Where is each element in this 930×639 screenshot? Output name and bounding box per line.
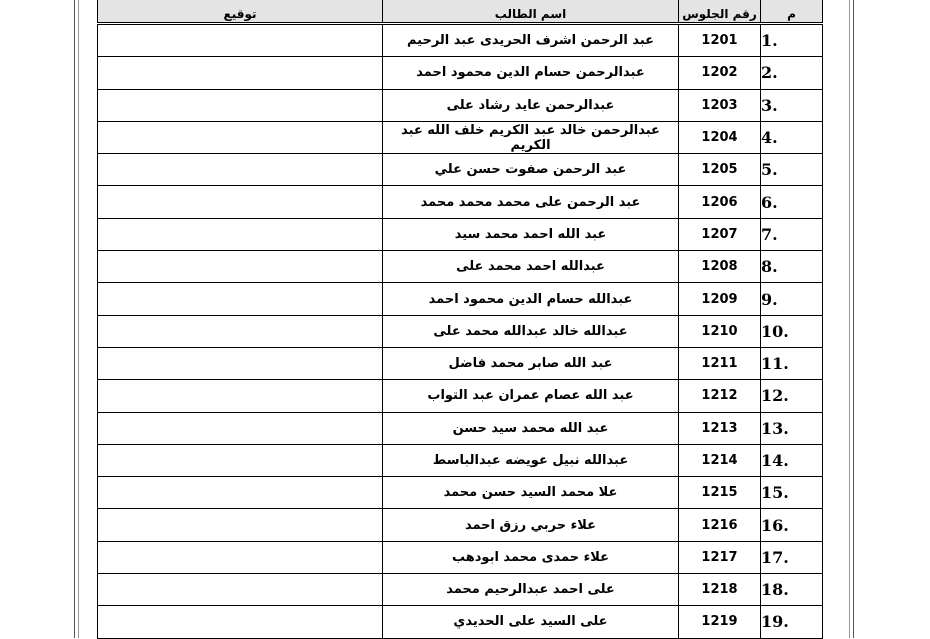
row-signature-cell[interactable] [98,574,383,606]
row-seat-number: 1201 [679,24,761,57]
table-row [98,251,823,283]
row-student-name: عبدالرحمن حسام الدين محمود احمد [383,57,679,89]
row-index: 9. [761,283,823,315]
row-signature-cell[interactable] [98,509,383,541]
row-seat-number: 1216 [679,509,761,541]
header-student-name: اسم الطالب [383,0,679,24]
row-signature-cell[interactable] [98,380,383,412]
row-index: 14. [761,444,823,476]
row-signature-cell[interactable] [98,606,383,638]
row-student-name: علاء حربي رزق احمد [383,509,679,541]
row-index: 8. [761,251,823,283]
row-index: 16. [761,509,823,541]
row-student-name: على احمد عبدالرحيم محمد [383,574,679,606]
header-seat-number: رقم الجلوس [679,0,761,24]
row-index: 13. [761,412,823,444]
row-student-name: عبد الرحمن صفوت حسن علي [383,154,679,186]
row-student-name: علاء حمدى محمد ابودهب [383,541,679,573]
row-index: 15. [761,477,823,509]
row-signature-cell[interactable] [98,186,383,218]
table-row [98,154,823,186]
table-row [98,380,823,412]
row-signature-cell[interactable] [98,477,383,509]
row-seat-number: 1218 [679,574,761,606]
table-row [98,606,823,638]
row-student-name: عبد الرحمن اشرف الحريدى عبد الرحيم [383,24,679,57]
row-seat-number: 1205 [679,154,761,186]
table-body [98,24,823,639]
row-signature-cell[interactable] [98,121,383,153]
row-signature-cell[interactable] [98,412,383,444]
row-student-name: عبد الله احمد محمد سيد [383,218,679,250]
row-seat-number: 1204 [679,121,761,153]
row-index: 12. [761,380,823,412]
row-seat-number: 1215 [679,477,761,509]
row-index: 11. [761,347,823,379]
row-seat-number: 1211 [679,347,761,379]
row-index: 17. [761,541,823,573]
row-signature-cell[interactable] [98,251,383,283]
row-index: 6. [761,186,823,218]
row-seat-number: 1210 [679,315,761,347]
table-row [98,444,823,476]
row-index: 10. [761,315,823,347]
table-row [98,315,823,347]
row-student-name: عبد الله محمد سيد حسن [383,412,679,444]
row-seat-number: 1202 [679,57,761,89]
table-header-row [98,0,823,24]
row-signature-cell[interactable] [98,218,383,250]
row-seat-number: 1217 [679,541,761,573]
table-row [98,121,823,153]
row-seat-number: 1214 [679,444,761,476]
student-roster-table [97,0,823,639]
row-seat-number: 1208 [679,251,761,283]
row-signature-cell[interactable] [98,315,383,347]
row-signature-cell[interactable] [98,57,383,89]
row-index: 5. [761,154,823,186]
row-index: 3. [761,89,823,121]
row-index: 18. [761,574,823,606]
table-row [98,347,823,379]
table-row [98,574,823,606]
row-seat-number: 1203 [679,89,761,121]
row-signature-cell[interactable] [98,283,383,315]
header-signature: توقيع [98,0,383,24]
table-row [98,218,823,250]
table-row [98,89,823,121]
row-student-name: على السيد على الحديدي [383,606,679,638]
row-index: 4. [761,121,823,153]
row-student-name: عبدالرحمن عايد رشاد على [383,89,679,121]
table-row [98,541,823,573]
header-index: م [761,0,823,24]
row-signature-cell[interactable] [98,89,383,121]
row-student-name: عبدالرحمن خالد عبد الكريم خلف الله عبد الكريم [383,121,679,153]
row-seat-number: 1212 [679,380,761,412]
row-student-name: عبد الله صابر محمد فاضل [383,347,679,379]
row-seat-number: 1206 [679,186,761,218]
row-student-name: عبدالله نبيل عويضه عبدالباسط [383,444,679,476]
row-student-name: عبد الرحمن على محمد محمد محمد [383,186,679,218]
row-signature-cell[interactable] [98,24,383,57]
row-student-name: عبدالله حسام الدين محمود احمد [383,283,679,315]
table-row [98,186,823,218]
row-signature-cell[interactable] [98,347,383,379]
table-row [98,412,823,444]
row-seat-number: 1207 [679,218,761,250]
row-index: 7. [761,218,823,250]
table-row [98,283,823,315]
row-student-name: عبدالله خالد عبدالله محمد على [383,315,679,347]
row-signature-cell[interactable] [98,154,383,186]
table-row [98,24,823,57]
table-row [98,57,823,89]
row-signature-cell[interactable] [98,541,383,573]
table-row [98,477,823,509]
row-index: 1. [761,24,823,57]
row-seat-number: 1209 [679,283,761,315]
row-seat-number: 1219 [679,606,761,638]
row-student-name: عبدالله احمد محمد على [383,251,679,283]
row-student-name: عبد الله عصام عمران عبد التواب [383,380,679,412]
table-row [98,509,823,541]
row-student-name: علا محمد السيد حسن محمد [383,477,679,509]
row-seat-number: 1213 [679,412,761,444]
row-index: 19. [761,606,823,638]
row-signature-cell[interactable] [98,444,383,476]
row-index: 2. [761,57,823,89]
